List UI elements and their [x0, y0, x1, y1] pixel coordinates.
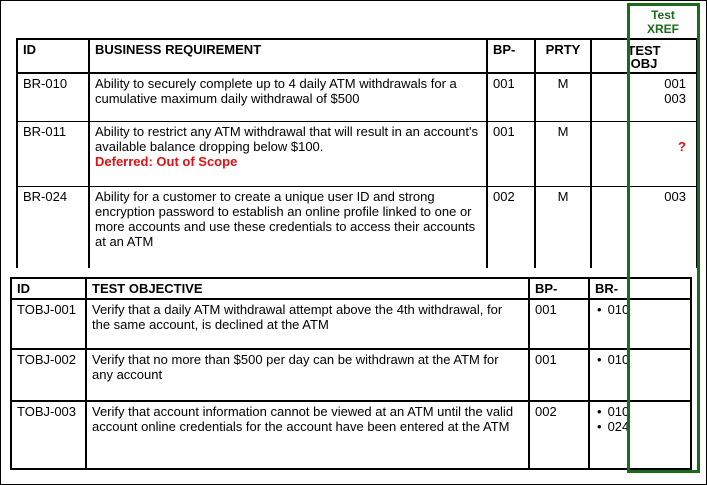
test-obj-ref: 001 — [664, 76, 686, 91]
col-header-business-requirement: BUSINESS REQUIREMENT — [89, 39, 487, 73]
col-header-br: BR- — [589, 278, 691, 299]
test-obj-header-line1: TEST — [627, 43, 661, 58]
requirement-priority: M — [535, 73, 591, 121]
test-obj-header-line2: OBJ — [630, 56, 658, 71]
requirements-header-row — [17, 39, 697, 73]
test-obj-ref: 003 — [664, 188, 686, 204]
requirement-bp: 001 — [487, 121, 535, 186]
requirement-text: Ability to restrict any ATM withdrawal that will result in an account's available balance dropping below $100. — [95, 123, 478, 154]
col-header-bp: BP- — [529, 278, 589, 299]
requirement-test-obj — [591, 73, 697, 121]
requirement-row-br-011 — [17, 121, 697, 186]
requirement-id: BR-011 — [17, 121, 89, 186]
br-ref-item: • 010 — [595, 302, 685, 317]
test-obj-ref: 003 — [664, 91, 686, 106]
objectives-header-row — [11, 278, 691, 299]
objective-br-refs — [589, 299, 691, 349]
requirement-id: BR-024 — [17, 186, 89, 268]
objective-id: TOBJ-002 — [11, 349, 86, 401]
requirement-row-br-024 — [17, 186, 697, 268]
test-objectives-table — [10, 277, 692, 470]
objective-bp: 001 — [529, 349, 589, 401]
requirement-text: Ability to securely complete up to 4 daily ATM withdrawals for a cumulative maximum daily withdrawal of $500 — [89, 73, 487, 121]
objective-row-tobj-002 — [11, 349, 691, 401]
br-ref-item: • 010 — [595, 404, 685, 419]
br-ref-item: • 024 — [595, 419, 685, 434]
br-ref-list — [595, 404, 685, 434]
col-header-prty: PRTY — [535, 39, 591, 73]
col-header-id: ID — [11, 278, 86, 299]
col-header-test-objective: TEST OBJECTIVE — [86, 278, 529, 299]
deferred-note: Deferred: Out of Scope — [95, 153, 238, 169]
br-ref-list — [595, 352, 685, 367]
col-header-test-obj — [591, 39, 697, 73]
xref-label-line1: Test — [651, 8, 675, 22]
requirement-id: BR-010 — [17, 73, 89, 121]
objective-id: TOBJ-001 — [11, 299, 86, 349]
requirement-test-obj — [591, 186, 697, 268]
objective-br-refs — [589, 401, 691, 469]
requirement-bp: 001 — [487, 73, 535, 121]
objective-row-tobj-003 — [11, 401, 691, 469]
objective-bp: 001 — [529, 299, 589, 349]
br-ref-item: • 010 — [595, 352, 685, 367]
objective-text: Verify that a daily ATM withdrawal attempt above the 4th withdrawal, for the same account, is declined at the ATM — [86, 299, 529, 349]
requirement-bp: 002 — [487, 186, 535, 268]
xref-label-line2: XREF — [646, 22, 679, 36]
col-header-bp: BP- — [487, 39, 535, 73]
requirement-priority: M — [535, 186, 591, 268]
br-ref-list — [595, 302, 685, 317]
objective-row-tobj-001 — [11, 299, 691, 349]
objective-br-refs — [589, 349, 691, 401]
col-header-id: ID — [17, 39, 89, 73]
requirement-text: Ability for a customer to create a unique user ID and strong encryption password to establish an online profile linked to one or more accounts and use these credentials to access their accounts at an ATM — [89, 186, 487, 268]
objective-text: Verify that no more than $500 per day can be withdrawn at the ATM for any account — [86, 349, 529, 401]
requirement-test-obj — [591, 121, 697, 186]
requirement-row-br-010 — [17, 73, 697, 121]
objective-text: Verify that account information cannot be viewed at an ATM until the valid account online credentials for the account have been entered at the ATM — [86, 401, 529, 469]
requirement-cell — [89, 121, 487, 186]
business-requirements-table — [16, 38, 698, 268]
objective-bp: 002 — [529, 401, 589, 469]
requirement-priority: M — [535, 121, 591, 186]
missing-test-obj-marker: ? — [678, 138, 686, 154]
test-xref-label — [630, 8, 696, 36]
objective-id: TOBJ-003 — [11, 401, 86, 469]
